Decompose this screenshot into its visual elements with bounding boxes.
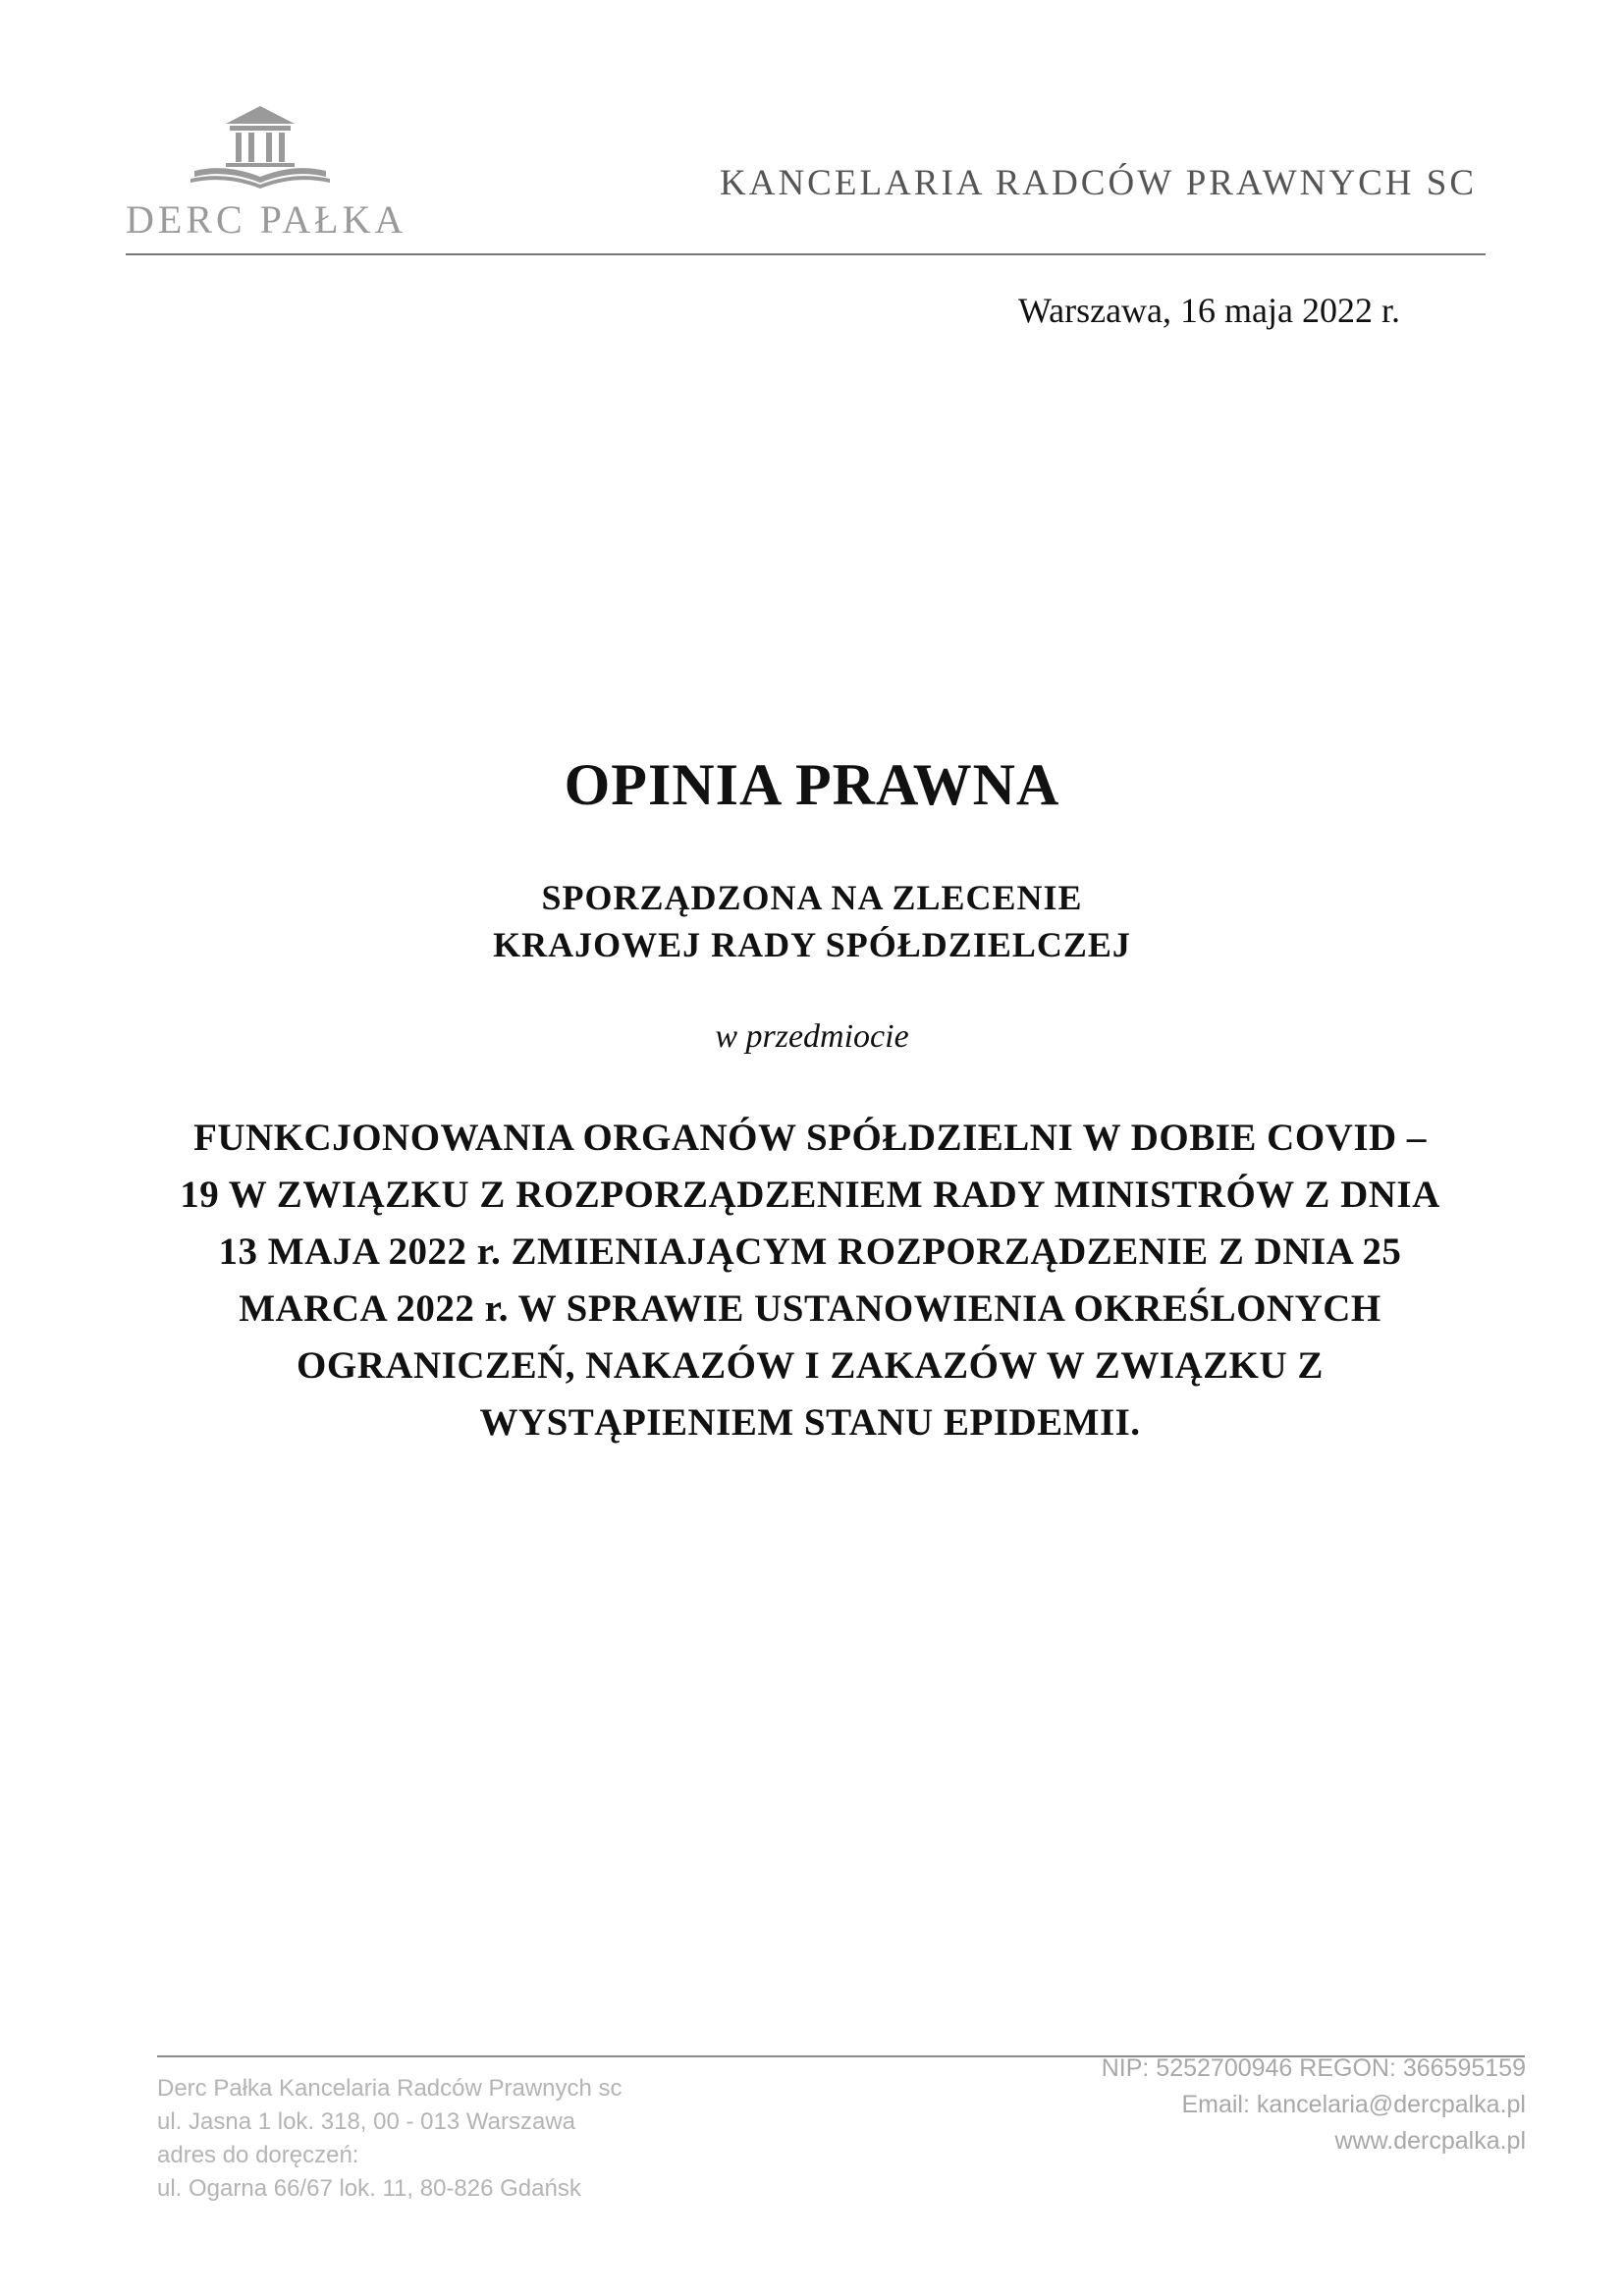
firm-logo (126, 98, 407, 246)
footer-delivery-label: adres do doręczeń: (157, 2142, 359, 2168)
commission-line-2: KRAJOWEJ RADY SPÓŁDZIELCZEJ (493, 925, 1131, 964)
courthouse-book-icon (187, 98, 334, 191)
subject-intro: w przedmiocie (715, 1018, 909, 1055)
footer-address: ul. Jasna 1 lok. 318, 00 - 013 Warszawa (157, 2108, 575, 2135)
document-title: OPINIA PRAWNA (564, 752, 1060, 817)
footer-contact-block (1102, 2050, 1526, 2159)
firm-name: KANCELARIA RADCÓW PRAWNYCH SC (720, 163, 1477, 203)
logo-wordmark: DERC PAŁKA (126, 197, 407, 242)
footer-website: www.dercpalka.pl (1334, 2127, 1526, 2155)
subject-heading: FUNKCJONOWANIA ORGANÓW SPÓŁDZIELNI W DOBIE COVID – 19 W ZWIĄZKU Z ROZPORZĄDZENIEM RADY MINISTRÓW Z DNIA 13 MAJA 2022 r. ZMIENIAJĄCYM ROZPORZĄDZENIE Z DNIA 25 MARCA 2022 r. W SPRAWIE USTANOWIENIA OKREŚLONYCH OGRANICZEŃ, NAKAZÓW I ZAKAZÓW W ZWIĄZKU Z WYSTĄPIENIEM STANU EPIDEMII. (180, 1117, 1440, 1444)
commission-block (0, 874, 1624, 968)
footer-address-block (157, 2072, 623, 2206)
commission-line-1: SPORZĄDZONA NA ZLECENIE (541, 878, 1083, 917)
header-divider (126, 253, 1486, 255)
footer-delivery-address: ul. Ogarna 66/67 lok. 11, 80-826 Gdańsk (157, 2175, 581, 2202)
footer-company: Derc Pałka Kancelaria Radców Prawnych sc (157, 2075, 623, 2102)
place-date: Warszawa, 16 maja 2022 r. (1018, 291, 1400, 330)
footer-ids: NIP: 5252700946 REGON: 366595159 (1101, 2054, 1526, 2082)
footer-email: Email: kancelaria@dercpalka.pl (1181, 2091, 1526, 2118)
